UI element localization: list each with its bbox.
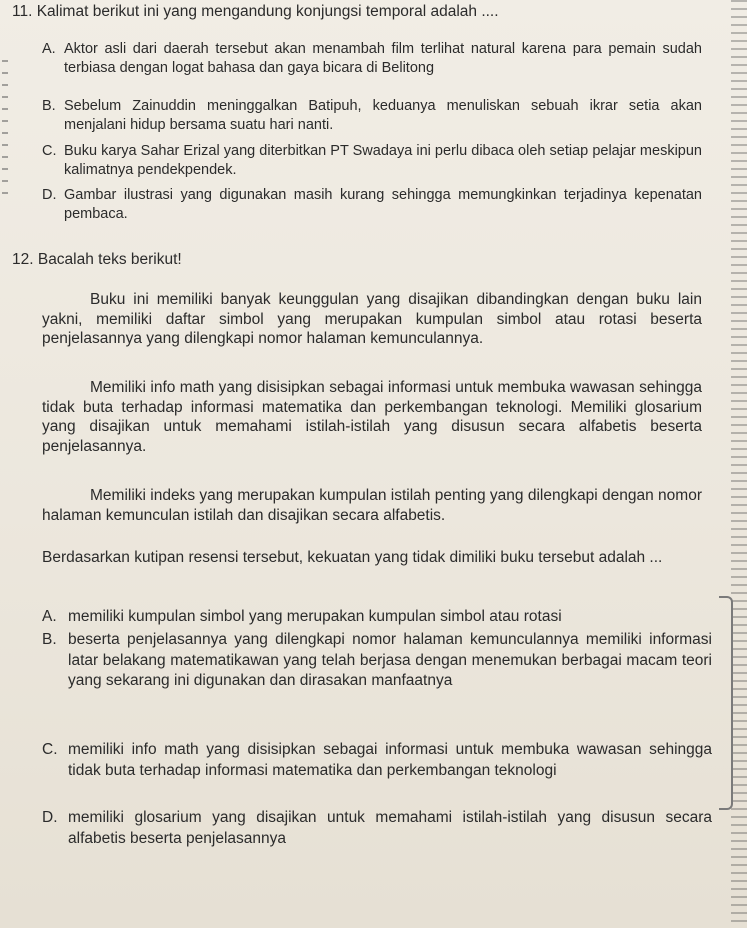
option-text: memiliki kumpulan simbol yang merupakan kumpulan simbol atau rotasi (68, 608, 562, 625)
binding-marks-right (731, 0, 747, 928)
question-12-heading: 12. Bacalah teks berikut! (12, 251, 182, 268)
q11-option-c[interactable] (42, 142, 702, 180)
passage-paragraph-3 (42, 486, 702, 525)
q11-option-d[interactable] (42, 186, 702, 224)
option-text: Buku karya Sahar Erizal yang diterbitkan PT Swadaya ini perlu dibaca oleh setiap pelajar meskipun kalimatnya pendekpendek. (64, 143, 702, 178)
paragraph-text: Memiliki indeks yang merupakan kumpulan istilah penting yang dilengkapi dengan nomor halaman kemunculan istilah dan disajikan secara alfabetis. (42, 487, 702, 524)
margin-bracket (719, 596, 733, 810)
option-text: memiliki info math yang disisipkan sebagai informasi untuk membuka wawasan sehingga tidak buta terhadap informasi matematika dan perkembangan teknologi (68, 741, 712, 779)
q11-option-a[interactable] (42, 40, 702, 78)
passage-paragraph-2 (42, 378, 702, 456)
option-text: memiliki glosarium yang disajikan untuk memahami istilah-istilah yang disusun secara alfabetis beserta penjelasannya (68, 809, 712, 847)
option-text: beserta penjelasannya yang dilengkapi nomor halaman kemunculannya memiliki informasi latar belakang matematikawan yang telah berjasa dengan menemukan berbagai macam teori yang sekarang ini digunakan dan dirasakan manfaatnya (68, 631, 712, 689)
passage-paragraph-1 (42, 290, 702, 349)
option-letter: B. (42, 98, 56, 114)
paragraph-text: Buku ini memiliki banyak keunggulan yang disajikan dibandingkan dengan buku lain yakni, memiliki daftar simbol yang merupakan kumpulan simbol atau rotasi beserta penjelasannya yang dilengkapi nomor halaman kemunculannya. (42, 291, 702, 347)
option-letter: B. (42, 631, 57, 648)
q12-option-b[interactable] (42, 630, 712, 692)
q12-option-d[interactable] (42, 808, 712, 849)
option-text: Gambar ilustrasi yang digunakan masih kurang sehingga memungkinkan terjadinya kepenatan pembaca. (64, 187, 702, 222)
option-letter: A. (42, 41, 56, 57)
option-letter: C. (42, 143, 57, 159)
option-text: Sebelum Zainuddin meninggalkan Batipuh, keduanya menuliskan sebuah ikrar setia akan menjalani hidup bersama suatu hari nanti. (64, 98, 702, 133)
question-11-heading: 11. Kalimat berikut ini yang mengandung konjungsi temporal adalah .... (12, 3, 499, 20)
option-text: Aktor asli dari daerah tersebut akan menambah film terlihat natural karena para pemain sudah terbiasa dengan logat bahasa dan gaya bicara di Belitong (64, 41, 702, 76)
q12-option-c[interactable] (42, 740, 712, 781)
question-12-prompt: Berdasarkan kutipan resensi tersebut, kekuatan yang tidak dimiliki buku tersebut adalah ... (42, 549, 663, 566)
option-letter: C. (42, 741, 58, 758)
binding-marks-left (2, 60, 8, 200)
q12-option-a[interactable] (42, 607, 712, 628)
q11-option-b[interactable] (42, 97, 702, 135)
option-letter: D. (42, 809, 58, 826)
option-letter: A. (42, 608, 57, 625)
paragraph-text: Memiliki info math yang disisipkan sebagai informasi untuk membuka wawasan sehingga tidak buta terhadap informasi matematika dan perkembangan teknologi. Memiliki glosarium yang disajikan untuk memahami istilah-istilah yang disusun secara alfabetis beserta penjelasannya. (42, 379, 702, 455)
option-letter: D. (42, 187, 57, 203)
